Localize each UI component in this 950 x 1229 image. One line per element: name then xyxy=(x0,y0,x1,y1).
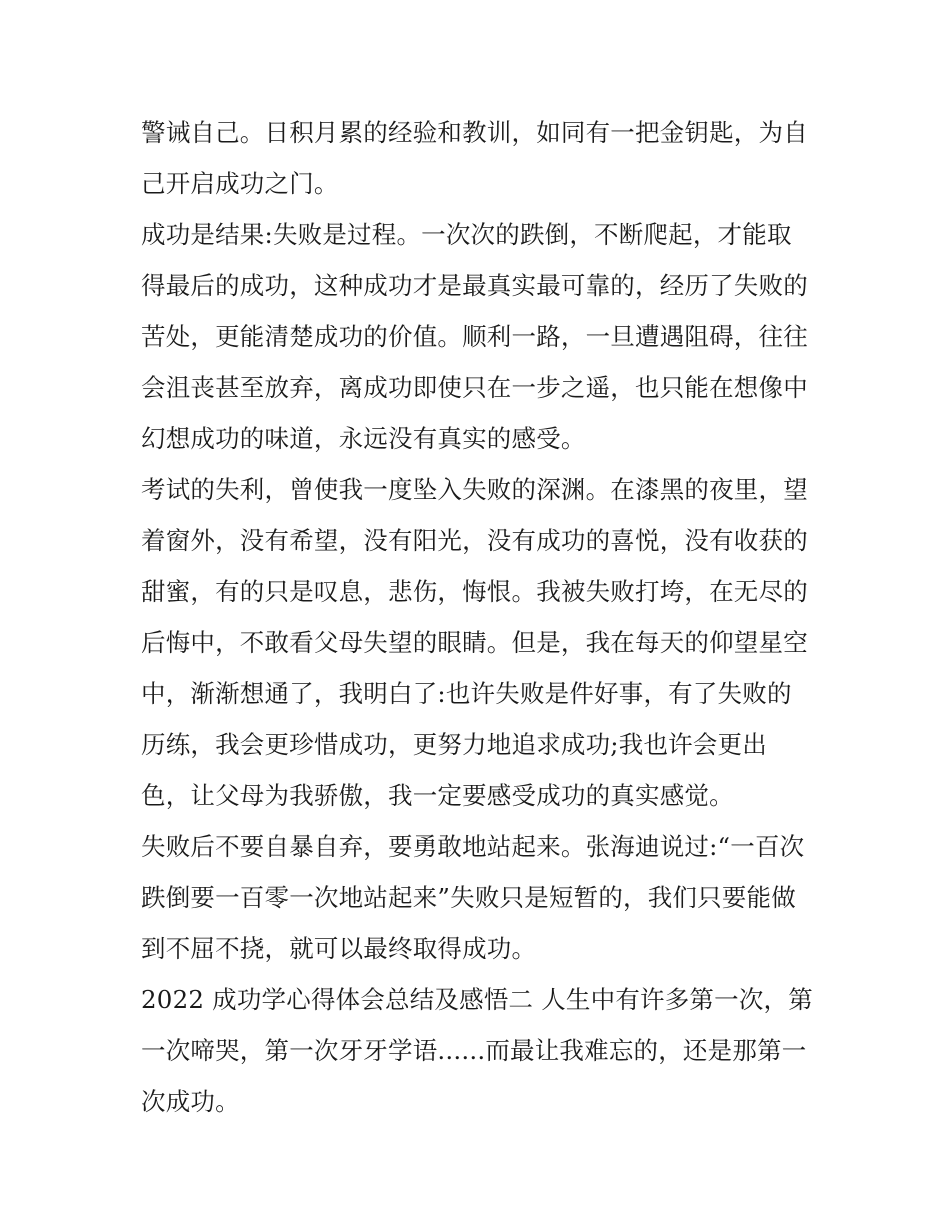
text-line: 跌倒要一百零一次地站起来”失败只是短暂的，我们只要能做 xyxy=(141,883,796,912)
text-line: 2022 成功学心得体会总结及感悟二 人生中有许多第一次，第 xyxy=(141,985,813,1014)
text-line: 成功是结果:失败是过程。一次次的跌倒，不断爬起，才能取 xyxy=(141,220,792,249)
text-line: 得最后的成功，这种成功才是最真实最可靠的，经历了失败的 xyxy=(141,271,808,300)
text-line: 历练，我会更珍惜成功，更努力地追求成功;我也许会更出 xyxy=(141,730,767,759)
text-line: 次成功。 xyxy=(141,1087,240,1116)
text-line: 一次啼哭，第一次牙牙学语......而最让我难忘的，还是那第一 xyxy=(141,1036,807,1065)
text-line: 色，让父母为我骄傲，我一定要感受成功的真实感觉。 xyxy=(141,781,734,810)
document-body xyxy=(141,107,817,1127)
text-line: 会沮丧甚至放弃，离成功即使只在一步之遥，也只能在想像中 xyxy=(141,373,808,402)
text-line: 甜蜜，有的只是叹息，悲伤，悔恨。我被失败打垮，在无尽的 xyxy=(141,577,808,606)
text-line: 失败后不要自暴自弃，要勇敢地站起来。张海迪说过:“一百次 xyxy=(141,832,805,861)
text-line: 警诫自己。日积月累的经验和教训，如同有一把金钥匙，为自 xyxy=(141,118,808,147)
text-line: 到不屈不挠，就可以最终取得成功。 xyxy=(141,934,537,963)
text-line: 着窗外，没有希望，没有阳光，没有成功的喜悦，没有收获的 xyxy=(141,526,808,555)
text-line: 苦处，更能清楚成功的价值。顺利一路，一旦遭遇阻碍，往往 xyxy=(141,322,808,351)
text-line: 后悔中，不敢看父母失望的眼睛。但是，我在每天的仰望星空 xyxy=(141,628,808,657)
text-line: 幻想成功的味道，永远没有真实的感受。 xyxy=(141,424,586,453)
text-line: 中，渐渐想通了，我明白了:也许失败是件好事，有了失败的 xyxy=(141,679,792,708)
text-line: 考试的失利，曾使我一度坠入失败的深渊。在漆黑的夜里，望 xyxy=(141,475,808,504)
text-line: 己开启成功之门。 xyxy=(141,169,339,198)
